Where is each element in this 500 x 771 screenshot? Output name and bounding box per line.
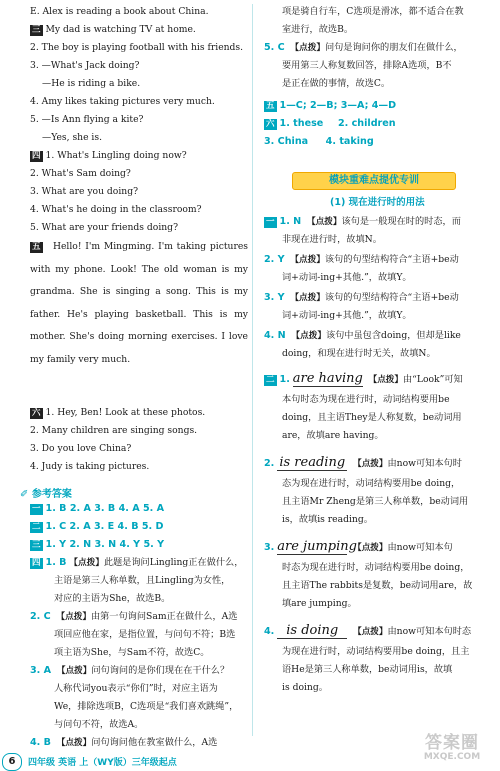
explanation-line: 与问句不符，故选A。: [54, 719, 144, 730]
fill-answer: 3. are jumping 【点拨】由now可知本句: [264, 539, 453, 554]
text-line: 5. What are your friends doing?: [30, 222, 178, 233]
explanation-line: 语He是第三人称单数，be动词用is，故填: [282, 664, 453, 675]
answer-row: 五 1—C; 2—B; 3—A; 4—D: [266, 100, 397, 111]
part-box-one: 一: [266, 217, 275, 227]
answer-explanation: 2. C 【点拨】由第一句询问Sam正在做什么，A选: [30, 611, 238, 622]
answer-explanation: 2. Y 【点拨】该句的句型结构符合“主语+be动: [264, 254, 459, 265]
text-line: 六 1. Hey, Ben! Look at these photos.: [32, 407, 206, 418]
answer-row: 二 1. C 2. A 3. E 4. B 5. D: [32, 521, 164, 532]
text-line: 2. The boy is playing football with his friends.: [30, 42, 244, 53]
text-line: 项是骑自行车，C选项是滑冰，都不适合在教: [282, 6, 464, 17]
explanation-line: 非现在进行时，故填N。: [282, 234, 382, 245]
text-line: 室进行，故选B。: [282, 24, 354, 35]
passage: 五 Hello! I'm Mingming. I'm taking pictures with my phone. Look! The old woman is my grandma. She is singing a song. This is my father. He's playing basketball. This is my mother. She's doing morning exercises. I love my family very much.: [30, 241, 248, 365]
site-watermark: 答案圈 MXQE.COM: [423, 733, 481, 762]
text-line: 5. —Is Ann flying a kite?: [30, 114, 144, 125]
handwritten-answer: is doing: [277, 624, 347, 639]
answer-explanation: 4. B 【点拨】问句询问他在教室做什么，A选: [30, 737, 218, 748]
section-title: 模块重难点提优专训: [292, 172, 456, 190]
text-line: E. Alex is reading a book about China.: [30, 6, 209, 17]
page-footer: [0, 736, 250, 771]
explanation-line: 填are jumping。: [282, 598, 357, 609]
section-subtitle: (1) 现在进行时的用法: [330, 197, 425, 208]
explanation-line: are，故填are having。: [282, 430, 384, 441]
answer-explanation: 4. N 【点拨】该句中虽包含doing，但却是like: [264, 330, 461, 341]
explanation-line: 时态为现在进行时，动词结构要用be doing，: [282, 562, 470, 573]
text-line: —Yes, she is.: [42, 132, 103, 143]
explanation-line: 为现在进行时，动词结构要用be doing，且主: [282, 646, 470, 657]
answer-row: 一 1. B 2. A 3. B 4. A 5. A: [32, 503, 165, 514]
explanation-line: 态为现在进行时，动词结构要用be doing，: [282, 478, 461, 489]
text-line: 3. Do you love China?: [30, 443, 132, 454]
explanation-line: 人称代词you表示“你们”时，对应主语为: [54, 683, 218, 694]
text-line: —He is riding a bike.: [42, 78, 141, 89]
explanation-line: 本句时态为现在进行时，动词结构要用be: [282, 394, 450, 405]
answer-explanation: 四 1. B 【点拨】此题是询问Lingling正在做什么，: [32, 557, 244, 568]
answer-explanation: 5. C 【点拨】问句是询问你的朋友们在做什么，: [264, 42, 463, 53]
page-number: 6: [2, 753, 22, 771]
fill-answer: 2. is reading 【点拨】由now可知本句时: [264, 455, 462, 470]
section-box-five: 五: [32, 242, 41, 252]
text-line: 4. What's he doing in the classroom?: [30, 204, 202, 215]
answer-explanation: 3. A 【点拨】问句询问的是你们现在在干什么？: [30, 665, 230, 676]
handwritten-answer: are jumping: [277, 539, 357, 554]
text-line: 2. Many children are singing songs.: [30, 425, 198, 436]
answer-row: 3. China 4. taking: [264, 136, 374, 147]
explanation-line: 且主语The rabbits是复数，be动词用are，故: [282, 580, 473, 591]
explanation-line: 对应的主语为She，故选B。: [54, 593, 171, 604]
answer-row: 六 1. these 2. children: [266, 118, 396, 129]
book-title: 四年级 英语 上（WY版）三年级起点: [28, 758, 177, 768]
explanation-line: 要用第三人称复数回答，排除A选项，B不: [282, 60, 452, 71]
explanation-line: 且主语Mr Zheng是第三人称单数，be动词用: [282, 496, 469, 507]
explanation-line: 词+动词-ing+其他.”，故填Y。: [282, 310, 412, 321]
explanation-line: 项回应他在家，是指位置，与问句不符；B选: [54, 629, 236, 640]
text-line: 3. —What's Jack doing?: [30, 60, 140, 71]
handwritten-answer: are having: [292, 371, 363, 386]
answer-row: 三 1. Y 2. N 3. N 4. Y 5. Y: [32, 539, 165, 550]
fill-answer: 二 1. are having 【点拨】由“Look”可知: [266, 371, 463, 386]
text-line: 四 1. What's Lingling doing now?: [32, 150, 187, 161]
explanation-line: We，排除选项B，C选项是“我们喜欢跳绳”，: [54, 701, 239, 712]
text-line: 3. What are you doing?: [30, 186, 138, 197]
explanation-line: is，故填is reading。: [282, 514, 373, 525]
explanation-line: is doing。: [282, 682, 328, 693]
answers-header: ✐ 参考答案: [20, 489, 72, 500]
explanation-line: 项主语为She，与Sam不符，故选C。: [54, 647, 210, 658]
column-divider: [252, 4, 253, 736]
answer-explanation: 3. Y 【点拨】该句的句型结构符合“主语+be动: [264, 292, 459, 303]
text-line: 4. Judy is taking pictures.: [30, 461, 150, 472]
explanation-line: 词+动词-ing+其他.”，故填Y。: [282, 272, 412, 283]
answer-explanation: 一 1. N 【点拨】该句是一般现在时的时态，而: [266, 216, 461, 227]
text-line: 4. Amy likes taking pictures very much.: [30, 96, 215, 107]
handwritten-answer: is reading: [277, 456, 347, 471]
text-line: 2. What's Sam doing?: [30, 168, 131, 179]
explanation-line: 主语是第三人称单数，且Lingling为女性，: [54, 575, 231, 586]
text-line: 三 My dad is watching TV at home.: [32, 24, 196, 35]
explanation-line: doing，且主语They是人称复数，be动词用: [282, 412, 462, 423]
section-box-four: 四: [32, 151, 41, 161]
explanation-line: 是正在做的事情，故选C。: [282, 78, 391, 89]
key-icon: ✐: [20, 489, 29, 500]
section-box-six: 六: [32, 408, 41, 418]
explanation-line: doing，和现在进行时无关，故填N。: [282, 348, 436, 359]
part-box-two: 二: [266, 375, 275, 385]
fill-answer: 4. is doing 【点拨】由now可知本句时态: [264, 623, 472, 638]
section-box-three: 三: [32, 25, 41, 35]
